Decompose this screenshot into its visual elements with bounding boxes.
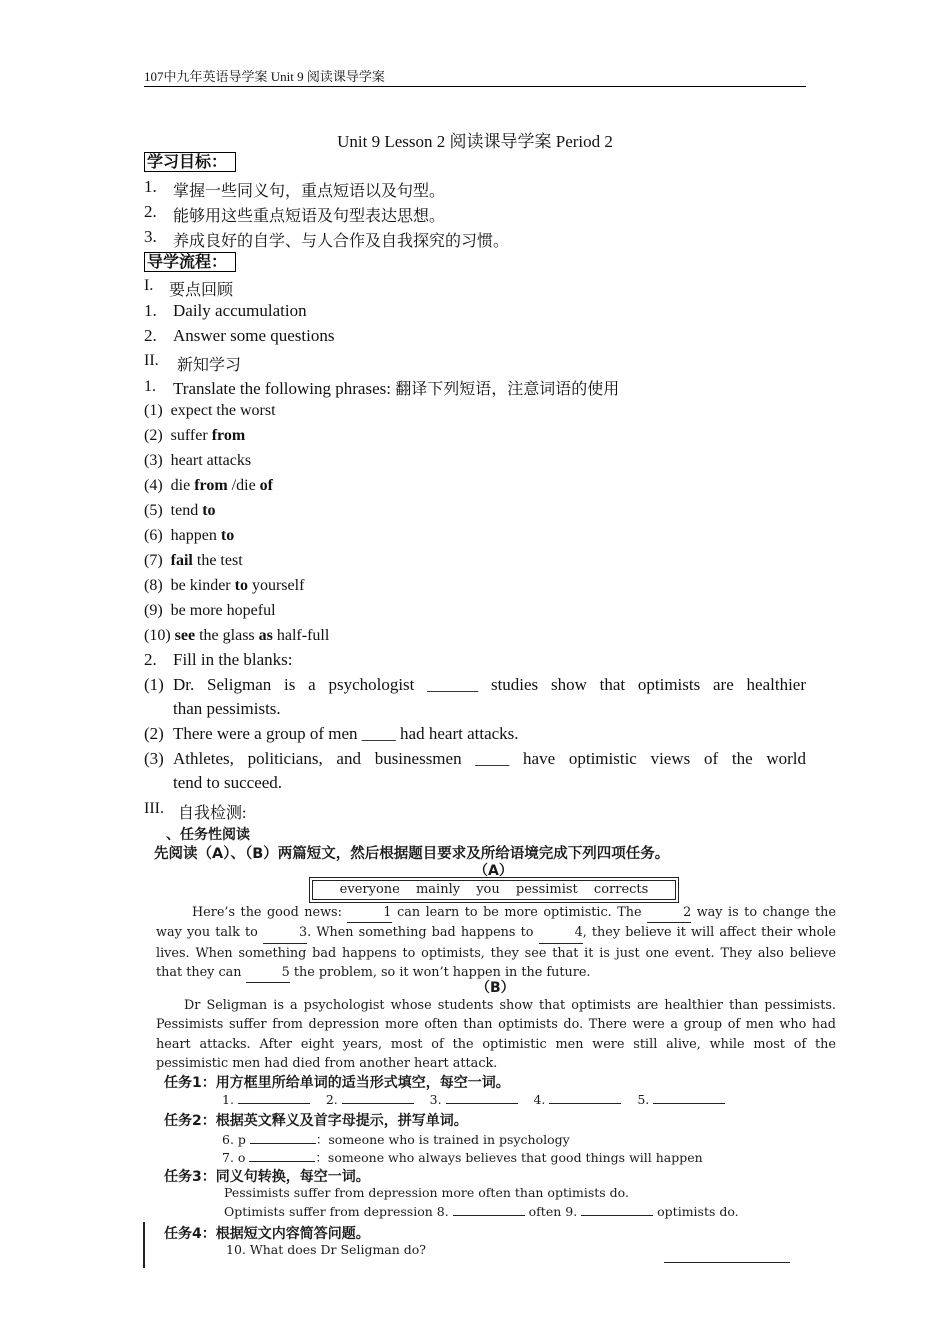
task-4-label: 任务4：根据短文内容简答问题。 [164, 1226, 370, 1242]
phrase-item: (1) expect the worst [144, 402, 276, 419]
task-1-answers: 1. 2. 3. 4. 5. [222, 1092, 725, 1107]
sentence-2: Optimists suffer from depression 8. often 9. optimists do. [224, 1204, 739, 1219]
question-6: 6. p ：someone who is trained in psychology [222, 1132, 570, 1147]
question-10: 10. What does Dr Seligman do? [226, 1242, 426, 1257]
passage-b: Dr Seligman is a psychologist whose students show that optimists are healthier than pessimists. Pessimists suffer from depression more often than optimists do. There were a group of men who had heart attacks. After eight years, most of the optimistic men were still alive, while most of the pessimistic men had died from another heart attack. [156, 998, 836, 1071]
page-title: Unit 9 Lesson 2 阅读课导学案 Period 2 [337, 132, 613, 151]
phrase-item: (2) suffer from [144, 427, 246, 444]
word-box: everyone mainly you pessimist corrects [312, 880, 676, 900]
task-1-label: 任务1：用方框里所给单词的适当形式填空，每空一词。 [164, 1075, 510, 1091]
scan-instruction: 先阅读（A）、（B）两篇短文，然后根据题目要求及所给语境完成下列四项任务。 [154, 846, 670, 862]
phrase-item: (4) die from /die of [144, 477, 273, 494]
sentence-1: Pessimists suffer from depression more often than optimists do. [224, 1185, 629, 1200]
goals-heading: 学习目标： [144, 152, 236, 172]
passage-a: Here’s the good news: 1 can learn to be more optimistic. The 2 way is to change the way you talk to 3. When something bad happens to 4, they believe it will affect their whole lives. When something bad happens to optimists, they see that it is just one event. They also believe that they can 5 the problem, so it won’t happen in the future. [156, 903, 836, 983]
phrase-item: (10) see the glass as half-full [144, 627, 330, 644]
phrase-item: (7) fail the test [144, 552, 243, 569]
phrase-item: (3) heart attacks [144, 452, 252, 469]
scanned-exercise [144, 822, 844, 1272]
phrase-item: (8) be kinder to yourself [144, 577, 305, 594]
question-7: 7. o ：someone who always believes that good things will happen [222, 1150, 703, 1165]
phrase-item: (9) be more hopeful [144, 602, 276, 619]
answer-line [664, 1262, 790, 1263]
task-2-label: 任务2：根据英文释义及首字母提示，拼写单词。 [164, 1113, 468, 1129]
phrase-item: (5) tend to [144, 502, 216, 519]
phrase-item: (6) happen to [144, 527, 235, 544]
label-a: （A） [474, 863, 513, 879]
flow-heading: 导学流程： [144, 252, 236, 272]
task-3-label: 任务3：同义句转换，每空一词。 [164, 1169, 370, 1185]
label-b: （B） [476, 980, 515, 996]
margin-mark [143, 1222, 145, 1268]
scan-heading: 、任务性阅读 [166, 827, 250, 843]
page-header: 107中九年英语导学案 Unit 9 阅读课导学案 [144, 66, 806, 87]
